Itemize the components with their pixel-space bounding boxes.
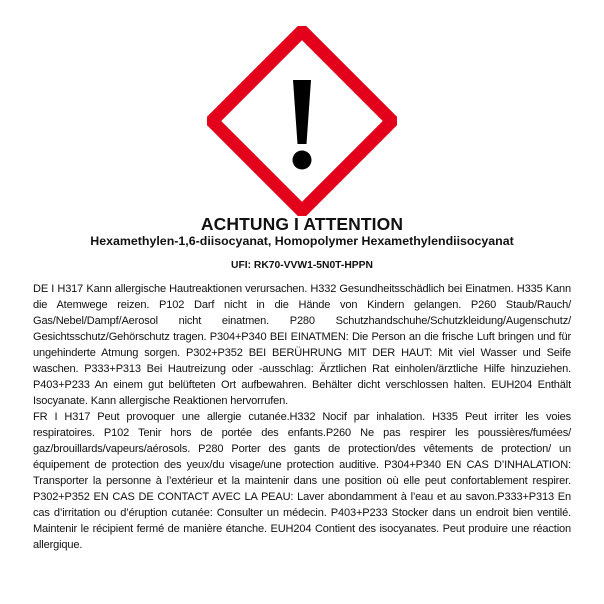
hazard-text-german: DE I H317 Kann allergische Hautreaktionen verursachen. H332 Gesundheitsschädlich bei Einatmen. H335 Kann die Atemwege reizen. P102 Darf nicht in die Hände von Kindern gelangen. P260 Staub/Rauch/ Gas/Nebel/Dampf/Aerosol nicht einatmen. P280 Schutzhandschuhe/Schutzkleidung/Augenschutz/ Gesichtsschutz/Gehörschutz tragen. P304+P340 BEI EINATMEN: Die Person an die frische Luft bringen und für ungehinderte Atmung sorgen. P302+P352 BEI BERÜHRUNG MIT DER HAUT: Mit viel Wasser und Seife waschen. P333+P313 Bei Hautreizung oder -ausschlag: Ärztlichen Rat einholen/ärztliche Hilfe hinzuziehen. P403+P233 An einem gut belüfteten Ort aufbewahren. Behälter dicht verschlossen halten. EUH204 Enthält Isocyanate. Kann allergische Reaktionen hervorrufen. [33, 283, 571, 407]
signal-word: ACHTUNG I ATTENTION [200, 214, 404, 234]
substance-name: Hexamethylen-1,6-diisocyanat, Homopolymer Hexamethylendiisocyanat [90, 234, 514, 248]
hazard-text-french: FR I H317 Peut provoquer une allergie cutanée.H332 Nocif par inhalation. H335 Peut irriter les voies respiratoires. P102 Tenir hors de portée des enfants.P260 Ne pas respirer les poussières/fumées/ gaz/brouillards/vapeurs/aérosols. P280 Porter des gants de protection/des vêtements de protection/ un équipement de protection des yeux/du visage/une protection auditive. P304+P340 EN CAS D’INHALATION: Transporter la personne à l’extérieur et la maintenir dans une position où elle peut confortablement respirer. P302+P352 EN CAS DE CONTACT AVEC LA PEAU: Laver abondamment à l’eau et au savon.P333+P313 En cas d’irritation ou d’éruption cutanée: Consulter un médecin. P403+P233 Stocker dans un endroit bien ventilé. Maintenir le récipient fermé de manière étanche. EUH204 Contient des isocyanates. Peut produire une réaction allergique. [33, 411, 571, 551]
exclamation-mark-hazard-icon [207, 26, 397, 216]
exclamation-dot [293, 151, 312, 170]
ufi-code: UFI: RK70-VVW1-5N0T-HPPN [231, 260, 373, 271]
